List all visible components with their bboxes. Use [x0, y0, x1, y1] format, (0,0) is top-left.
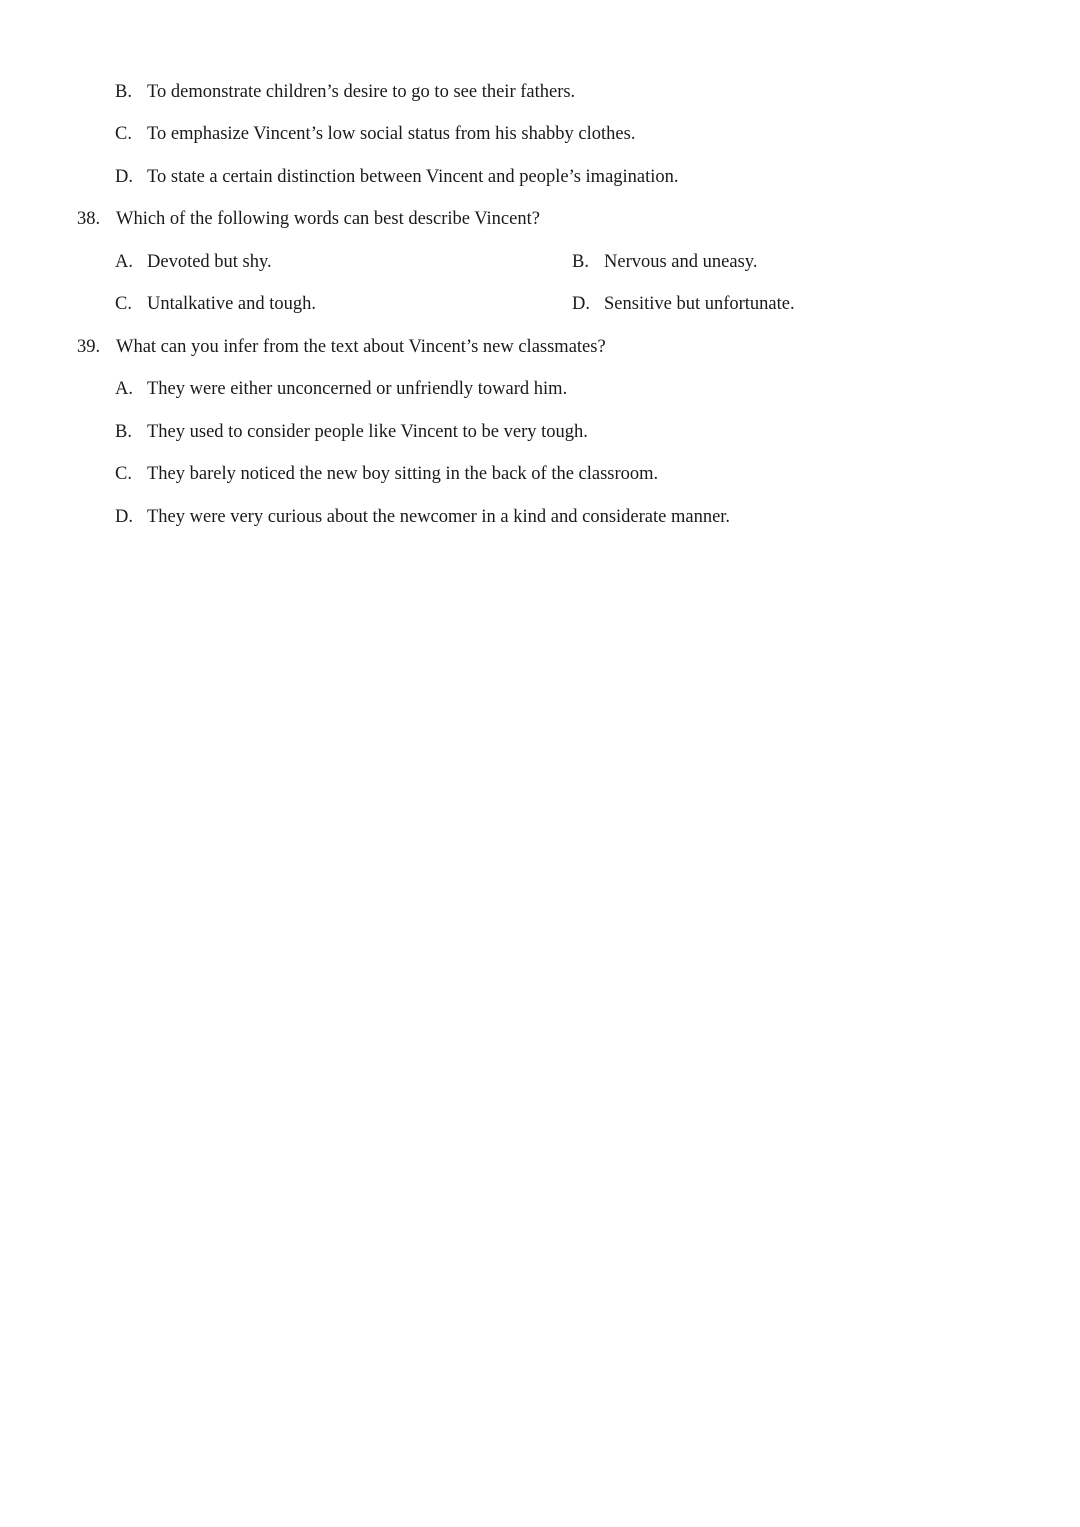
q39-option-b: [115, 420, 588, 444]
option-text: They were very curious about the newcomer in a kind and considerate manner.: [147, 507, 731, 527]
question-text: What can you infer from the text about Vincent’s new classmates?: [116, 337, 606, 357]
option-text: To demonstrate children’s desire to go to see their fathers.: [147, 82, 576, 102]
question-number: 39.: [77, 337, 101, 357]
option-letter: A.: [115, 379, 133, 399]
option-text: Sensitive but unfortunate.: [604, 294, 795, 314]
q38-option-a: [115, 250, 272, 274]
q37-option-b: [115, 80, 575, 104]
q38-stem: [77, 207, 540, 231]
option-letter: D.: [115, 167, 133, 187]
option-letter: B.: [115, 82, 132, 102]
q39-option-d: [115, 505, 730, 529]
option-letter: A.: [115, 252, 133, 272]
option-letter: B.: [115, 422, 132, 442]
q39-option-a: [115, 377, 567, 401]
option-letter: C.: [115, 464, 132, 484]
q39-stem: [77, 335, 606, 359]
q37-option-d: [115, 165, 679, 189]
option-letter: C.: [115, 124, 132, 144]
option-letter: B.: [572, 252, 589, 272]
option-text: Untalkative and tough.: [147, 294, 317, 314]
option-letter: D.: [572, 294, 590, 314]
q38-option-d: [572, 292, 795, 316]
option-text: They used to consider people like Vincent to be very tough.: [147, 422, 588, 442]
option-text: They barely noticed the new boy sitting in the back of the classroom.: [147, 464, 659, 484]
option-letter: D.: [115, 507, 133, 527]
q39-option-c: [115, 462, 658, 486]
option-text: To state a certain distinction between Vincent and people’s imagination.: [147, 167, 679, 187]
option-text: To emphasize Vincent’s low social status from his shabby clothes.: [147, 124, 636, 144]
option-text: Nervous and uneasy.: [604, 252, 758, 272]
option-text: They were either unconcerned or unfriendly toward him.: [147, 379, 568, 399]
q37-option-c: [115, 122, 635, 146]
question-text: Which of the following words can best describe Vincent?: [116, 209, 540, 229]
question-number: 38.: [77, 209, 101, 229]
q38-option-c: [115, 292, 316, 316]
option-letter: C.: [115, 294, 132, 314]
option-text: Devoted but shy.: [147, 252, 272, 272]
q38-option-b: [572, 250, 757, 274]
